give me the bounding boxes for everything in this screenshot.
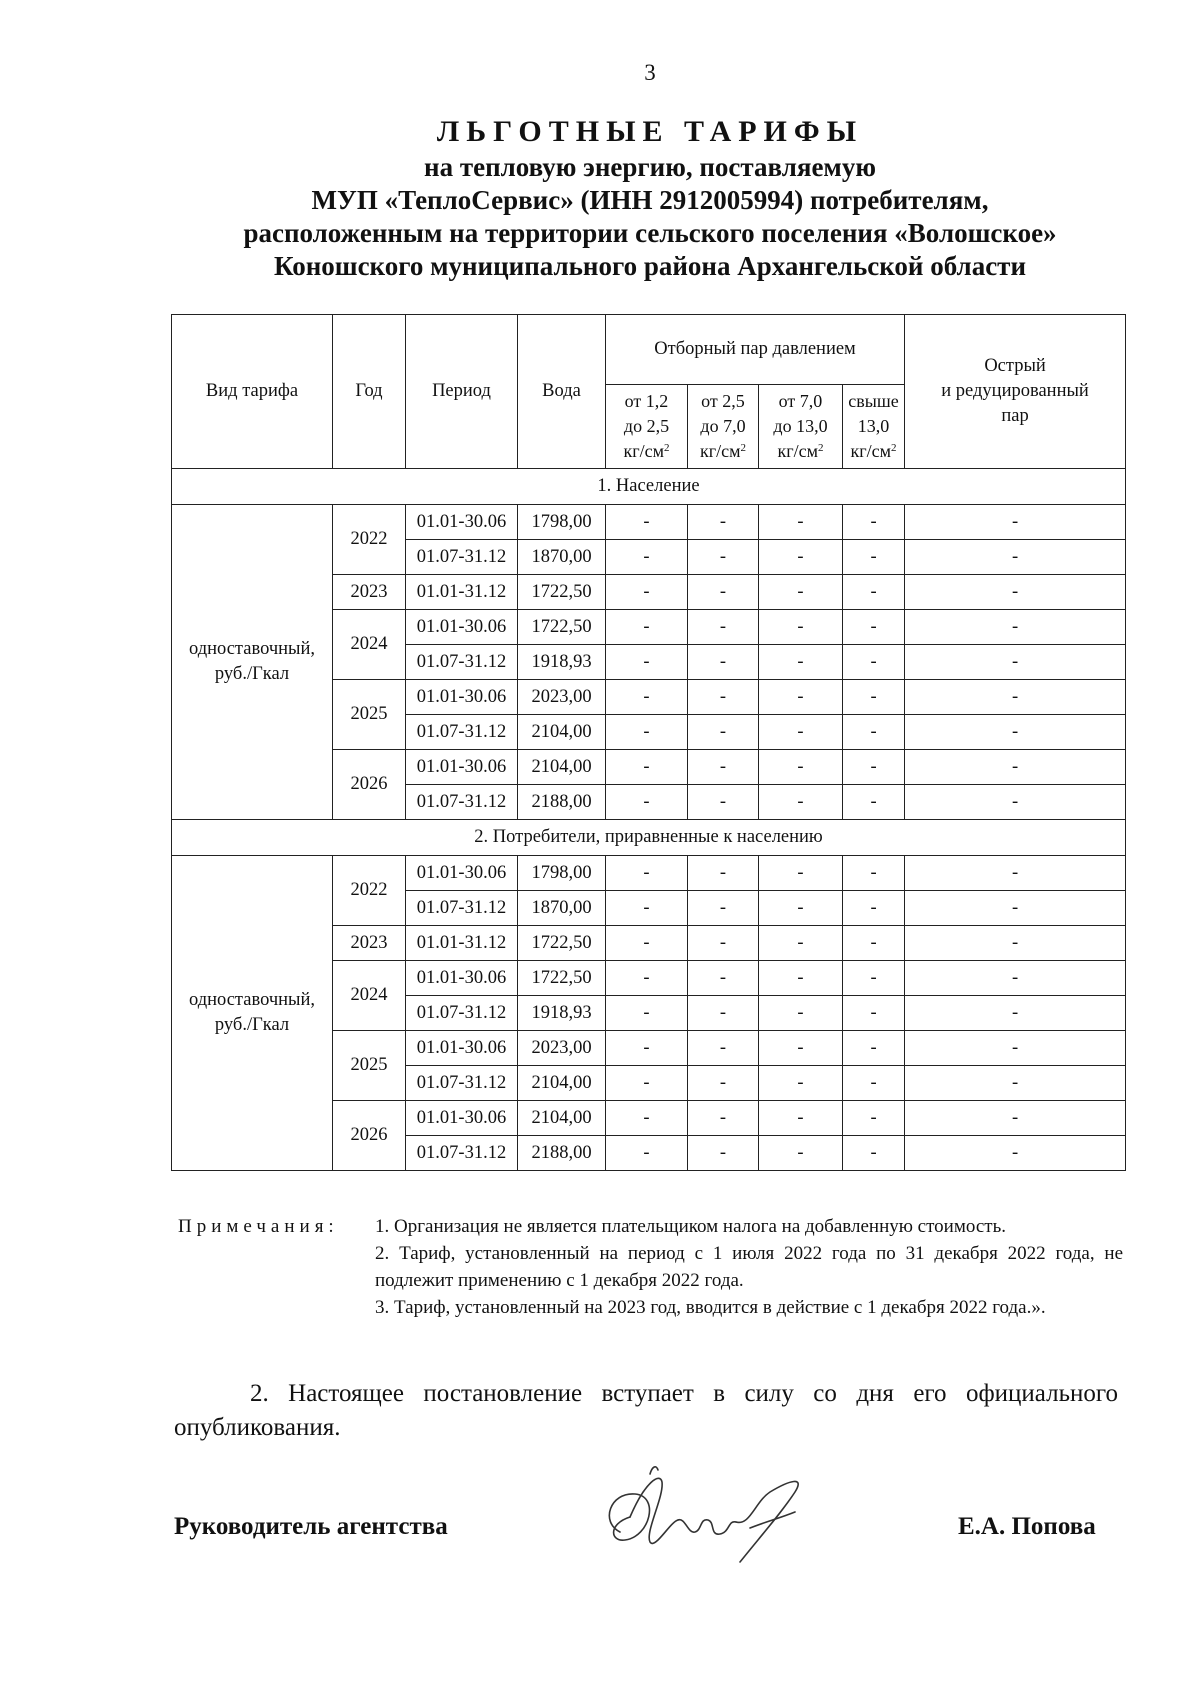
dash-cell: - [606, 1101, 688, 1136]
note-2: 2. Тариф, установленный на период с 1 июля 2022 года по 31 декабря 2022 года, не подлежит применению с 1 декабря 2022 года. [375, 1243, 1123, 1291]
dash-cell: - [688, 785, 759, 820]
dash-cell: - [759, 750, 843, 785]
dash-cell: - [606, 1031, 688, 1066]
dash-cell: - [759, 540, 843, 575]
dash-cell: - [606, 610, 688, 645]
tariff-type-line-1: одноставочный, [188, 639, 315, 659]
period-cell: 01.01-30.06 [406, 680, 518, 715]
notes-label: Примечания: [178, 1216, 339, 1237]
title-line-1: ЛЬГОТНЫЕ ТАРИФЫ [436, 115, 864, 148]
dash-cell: - [759, 856, 843, 891]
header-steam-3-from: от 7,0 [778, 391, 823, 411]
tariff-table [171, 314, 1126, 1171]
dash-cell: - [606, 750, 688, 785]
dash-cell: - [843, 926, 905, 961]
dash-cell: - [905, 575, 1126, 610]
tariff-type-line-2: руб./Гкал [214, 1015, 290, 1035]
header-sharp-steam [905, 315, 1126, 469]
water-cell: 1918,93 [518, 645, 606, 680]
title-line-2: на тепловую энергию, поставляемую [424, 152, 876, 182]
header-sharp-line-1: Острый [984, 356, 1046, 376]
period-cell: 01.01-30.06 [406, 856, 518, 891]
dash-cell: - [905, 996, 1126, 1031]
water-cell: 1722,50 [518, 961, 606, 996]
dash-cell: - [759, 1101, 843, 1136]
period-cell: 01.07-31.12 [406, 645, 518, 680]
unit-power: 2 [818, 442, 824, 454]
unit-power: 2 [664, 442, 670, 454]
water-cell: 2104,00 [518, 750, 606, 785]
unit-text: кг/см [777, 441, 818, 461]
water-cell: 2104,00 [518, 1066, 606, 1101]
dash-cell: - [843, 750, 905, 785]
signature-stroke [630, 1478, 678, 1543]
dash-cell: - [843, 856, 905, 891]
unit-power: 2 [891, 442, 897, 454]
dash-cell: - [688, 680, 759, 715]
dash-cell: - [606, 961, 688, 996]
dash-cell: - [759, 785, 843, 820]
dash-cell: - [759, 1066, 843, 1101]
signatory-name: Е.А. Попова [958, 1513, 1096, 1540]
header-sharp-line-3: пар [1001, 406, 1029, 426]
signature-image [590, 1462, 820, 1572]
header-period: Период [406, 315, 518, 469]
dash-cell: - [759, 1136, 843, 1171]
header-water: Вода [518, 315, 606, 469]
dash-cell: - [688, 715, 759, 750]
dash-cell: - [843, 1031, 905, 1066]
dash-cell: - [688, 540, 759, 575]
dash-cell: - [905, 785, 1126, 820]
tariff-type-line-2: руб./Гкал [214, 664, 290, 684]
dash-cell: - [688, 610, 759, 645]
dash-cell: - [843, 715, 905, 750]
period-cell: 01.01-31.12 [406, 575, 518, 610]
period-cell: 01.07-31.12 [406, 1136, 518, 1171]
dash-cell: - [843, 785, 905, 820]
dash-cell: - [606, 680, 688, 715]
dash-cell: - [688, 926, 759, 961]
period-cell: 01.07-31.12 [406, 1066, 518, 1101]
dash-cell: - [843, 680, 905, 715]
dash-cell: - [606, 1066, 688, 1101]
dash-cell: - [843, 891, 905, 926]
header-year: Год [333, 315, 406, 469]
water-cell: 2023,00 [518, 1031, 606, 1066]
section-row [172, 469, 1126, 505]
dash-cell: - [905, 680, 1126, 715]
header-steam-1-from: от 1,2 [624, 391, 669, 411]
tariff-body [172, 469, 1126, 1171]
header-steam-3-to: до 13,0 [773, 416, 828, 436]
year-cell: 2023 [333, 926, 406, 961]
dash-cell: - [606, 715, 688, 750]
dash-cell: - [843, 1136, 905, 1171]
page-number: 3 [644, 60, 656, 85]
dash-cell: - [688, 645, 759, 680]
dash-cell: - [759, 1031, 843, 1066]
period-cell: 01.07-31.12 [406, 540, 518, 575]
water-cell: 1870,00 [518, 540, 606, 575]
period-cell: 01.07-31.12 [406, 715, 518, 750]
header-steam-3-unit [759, 439, 842, 464]
dash-cell: - [759, 610, 843, 645]
dash-cell: - [688, 891, 759, 926]
tariff-type-line-1: одноставочный, [188, 990, 315, 1010]
dash-cell: - [905, 1136, 1126, 1171]
water-cell: 1918,93 [518, 996, 606, 1031]
dash-cell: - [905, 505, 1126, 540]
dash-cell: - [688, 575, 759, 610]
header-steam-1-to: до 2,5 [623, 416, 670, 436]
header-steam-4-unit [843, 439, 904, 464]
water-cell: 2188,00 [518, 1136, 606, 1171]
dash-cell: - [606, 926, 688, 961]
signature-stroke [650, 1467, 658, 1474]
header-steam-4-to: 13,0 [857, 416, 890, 436]
dash-cell: - [688, 750, 759, 785]
water-cell: 1722,50 [518, 926, 606, 961]
dash-cell: - [905, 856, 1126, 891]
dash-cell: - [759, 680, 843, 715]
period-cell: 01.01-30.06 [406, 1101, 518, 1136]
dash-cell: - [905, 926, 1126, 961]
dash-cell: - [843, 1066, 905, 1101]
period-cell: 01.01-30.06 [406, 1031, 518, 1066]
title-line-4: расположенным на территории сельского поселения «Волошское» [243, 218, 1057, 248]
dash-cell: - [688, 1101, 759, 1136]
header-steam-4 [843, 385, 905, 469]
notes-items [375, 1213, 1123, 1321]
dash-cell: - [905, 1066, 1126, 1101]
dash-cell: - [905, 750, 1126, 785]
table-row [172, 505, 1126, 540]
effective-date-paragraph: 2. Настоящее постановление вступает в силу со дня его официального опубликования. [174, 1380, 1118, 1441]
dash-cell: - [905, 645, 1126, 680]
title-line-5: Коношского муниципального района Архангельской области [273, 251, 1027, 281]
dash-cell: - [606, 1136, 688, 1171]
dash-cell: - [905, 540, 1126, 575]
dash-cell: - [843, 996, 905, 1031]
period-cell: 01.07-31.12 [406, 996, 518, 1031]
year-cell: 2025 [333, 1031, 406, 1101]
year-cell: 2024 [333, 610, 406, 680]
dash-cell: - [843, 1101, 905, 1136]
dash-cell: - [759, 645, 843, 680]
dash-cell: - [759, 996, 843, 1031]
header-steam-3 [759, 385, 843, 469]
header-steam-group: Отборный пар давлением [606, 315, 905, 385]
year-cell: 2026 [333, 1101, 406, 1171]
dash-cell: - [905, 1031, 1126, 1066]
water-cell: 1870,00 [518, 891, 606, 926]
unit-text: кг/см [699, 441, 741, 461]
dash-cell: - [759, 961, 843, 996]
document-title [0, 113, 1200, 283]
dash-cell: - [606, 891, 688, 926]
period-cell: 01.07-31.12 [406, 891, 518, 926]
water-cell: 2023,00 [518, 680, 606, 715]
dash-cell: - [843, 575, 905, 610]
dash-cell: - [759, 715, 843, 750]
signatory-position: Руководитель агентства [174, 1513, 448, 1540]
year-cell: 2026 [333, 750, 406, 820]
dash-cell: - [606, 785, 688, 820]
header-steam-2-to: до 7,0 [700, 416, 746, 436]
water-cell: 1722,50 [518, 575, 606, 610]
table-row [172, 856, 1126, 891]
dash-cell: - [688, 1066, 759, 1101]
dash-cell: - [606, 575, 688, 610]
dash-cell: - [606, 540, 688, 575]
dash-cell: - [905, 610, 1126, 645]
water-cell: 1798,00 [518, 505, 606, 540]
dash-cell: - [905, 891, 1126, 926]
note-3: 3. Тариф, установленный на 2023 год, вводится в действие с 1 декабря 2022 года.». [375, 1297, 1046, 1318]
dash-cell: - [843, 505, 905, 540]
period-cell: 01.01-31.12 [406, 926, 518, 961]
signature-stroke [678, 1520, 736, 1535]
unit-power: 2 [740, 442, 746, 454]
dash-cell: - [759, 575, 843, 610]
water-cell: 2104,00 [518, 715, 606, 750]
dash-cell: - [688, 961, 759, 996]
title-line-3: МУП «ТеплоСервис» (ИНН 2912005994) потребителям, [311, 185, 989, 215]
dash-cell: - [905, 1101, 1126, 1136]
dash-cell: - [759, 891, 843, 926]
header-steam-1-unit [606, 439, 687, 464]
period-cell: 01.07-31.12 [406, 785, 518, 820]
year-cell: 2025 [333, 680, 406, 750]
header-steam-2-unit [688, 439, 758, 464]
year-cell: 2024 [333, 961, 406, 1031]
dash-cell: - [843, 610, 905, 645]
water-cell: 2104,00 [518, 1101, 606, 1136]
period-cell: 01.01-30.06 [406, 505, 518, 540]
period-cell: 01.01-30.06 [406, 610, 518, 645]
header-sharp-line-2: и редуцированный [941, 381, 1089, 401]
section-title: 1. Население [172, 469, 1126, 505]
water-cell: 1798,00 [518, 856, 606, 891]
dash-cell: - [843, 645, 905, 680]
dash-cell: - [905, 715, 1126, 750]
period-cell: 01.01-30.06 [406, 750, 518, 785]
year-cell: 2022 [333, 856, 406, 926]
dash-cell: - [606, 996, 688, 1031]
dash-cell: - [606, 645, 688, 680]
dash-cell: - [905, 961, 1126, 996]
header-steam-2-from: от 2,5 [701, 391, 745, 411]
dash-cell: - [759, 926, 843, 961]
unit-text: кг/см [623, 441, 664, 461]
dash-cell: - [688, 856, 759, 891]
dash-cell: - [606, 505, 688, 540]
water-cell: 1722,50 [518, 610, 606, 645]
header-steam-2 [688, 385, 759, 469]
dash-cell: - [688, 505, 759, 540]
note-1: 1. Организация не является плательщиком налога на добавленную стоимость. [375, 1216, 1006, 1237]
dash-cell: - [688, 1031, 759, 1066]
dash-cell: - [606, 856, 688, 891]
dash-cell: - [688, 996, 759, 1031]
dash-cell: - [843, 961, 905, 996]
header-tariff-type: Вид тарифа [172, 315, 333, 469]
section-row [172, 820, 1126, 856]
unit-text: кг/см [850, 441, 892, 461]
tariff-type-cell [172, 856, 333, 1171]
signature-stroke [750, 1512, 795, 1528]
period-cell: 01.01-30.06 [406, 961, 518, 996]
dash-cell: - [759, 505, 843, 540]
section-title: 2. Потребители, приравненные к населению [172, 820, 1126, 856]
year-cell: 2023 [333, 575, 406, 610]
header-steam-1 [606, 385, 688, 469]
dash-cell: - [688, 1136, 759, 1171]
header-steam-4-from: свыше [848, 391, 899, 411]
water-cell: 2188,00 [518, 785, 606, 820]
dash-cell: - [843, 540, 905, 575]
tariff-type-cell [172, 505, 333, 820]
year-cell: 2022 [333, 505, 406, 575]
